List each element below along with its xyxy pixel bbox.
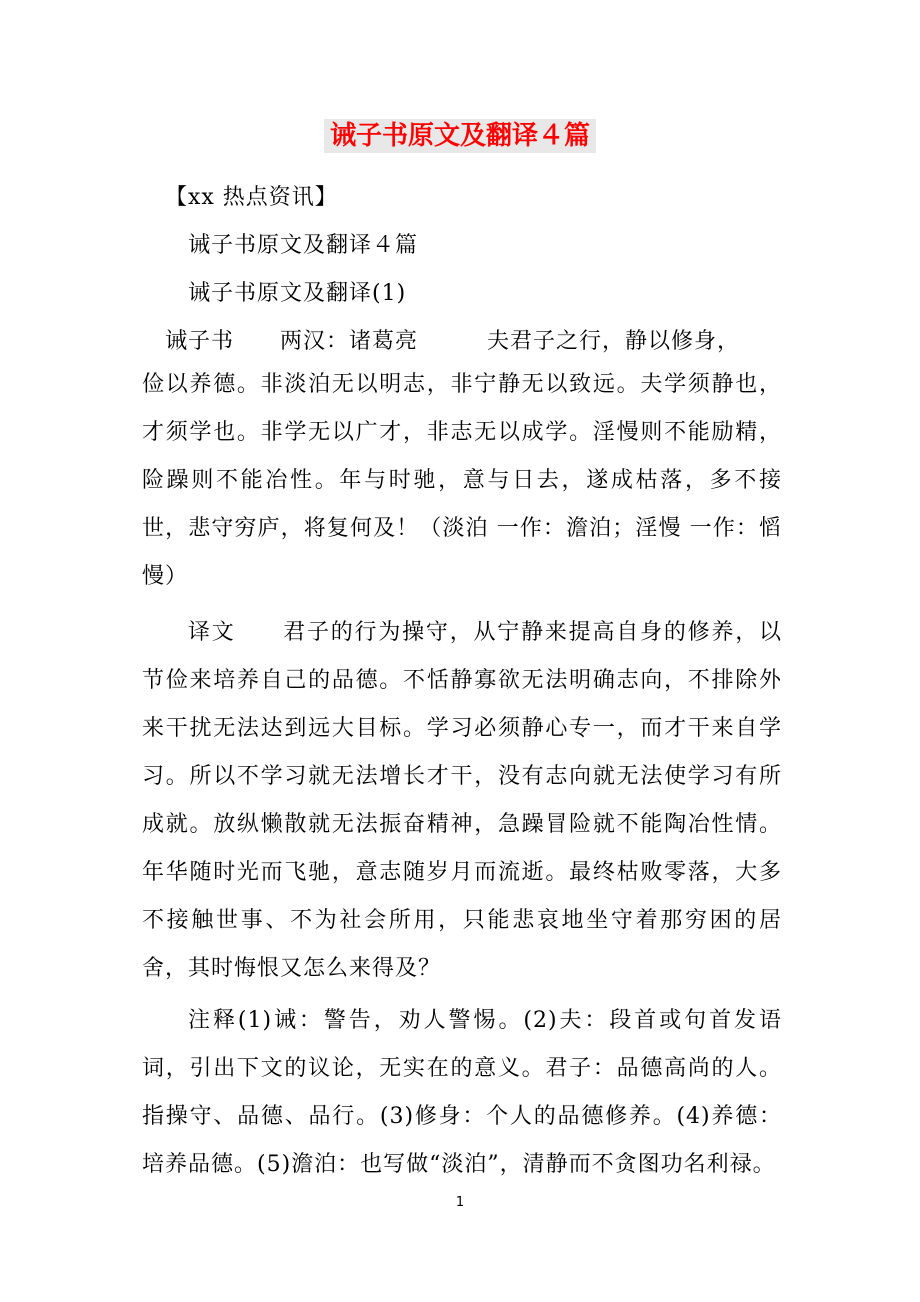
title-text: 诫子书原文及翻译４篇 (324, 119, 596, 153)
page-number: 1 (455, 1195, 465, 1210)
tag-line: 【xx 热点资讯】 (165, 185, 338, 210)
document-title (0, 112, 920, 160)
subtitle-line: 诫子书原文及翻译４篇 (188, 233, 419, 258)
translation-paragraph: 译文 君子的行为操守，从宁静来提高自身的修养，以节俭来培养自己的品德。不恬静寡欲无法明确志向，不排除外来干扰无法达到远大目标。学习必须静心专一，而才干来自学习。所以不学习就无法增长才干，没有志向就无法使学习有所成就。放纵懒散就无法振奋精神，急躁冒险就不能陶冶性情。年华随时光而飞驰，意志随岁月而流逝。最终枯败零落，大多不接触世事、不为社会所用，只能悲哀地坐守着那穷困的居舍，其时悔恨又怎么来得及？ (142, 620, 782, 981)
original-text: 俭以养德。非淡泊无以明志，非宁静无以致远。夫学须静也，才须学也。非学无以广才，非志无以成学。淫慢则不能励精，险躁则不能冶性。年与时驰，意与日去，遂成枯落，多不接世，悲守穷庐，将复何及！（淡泊 一作：澹泊；淫慢 一作：慆慢） (142, 372, 782, 589)
original-first-line: 诫子书 两汉：诸葛亮 夫君子之行，静以修身， (165, 329, 741, 354)
notes-paragraph: 注释(1)诫：警告，劝人警惕。(2)夫：段首或句首发语词，引出下文的议论，无实在的意义。君子：品德高尚的人。指操守、品德、品行。(3)修身：个人的品德修养。(4)养德：培养品德。(5)澹泊：也写做“淡泊”，清静而不贪图功名利禄。 (142, 1008, 782, 1177)
section-title: 诫子书原文及翻译(1) (188, 281, 407, 306)
